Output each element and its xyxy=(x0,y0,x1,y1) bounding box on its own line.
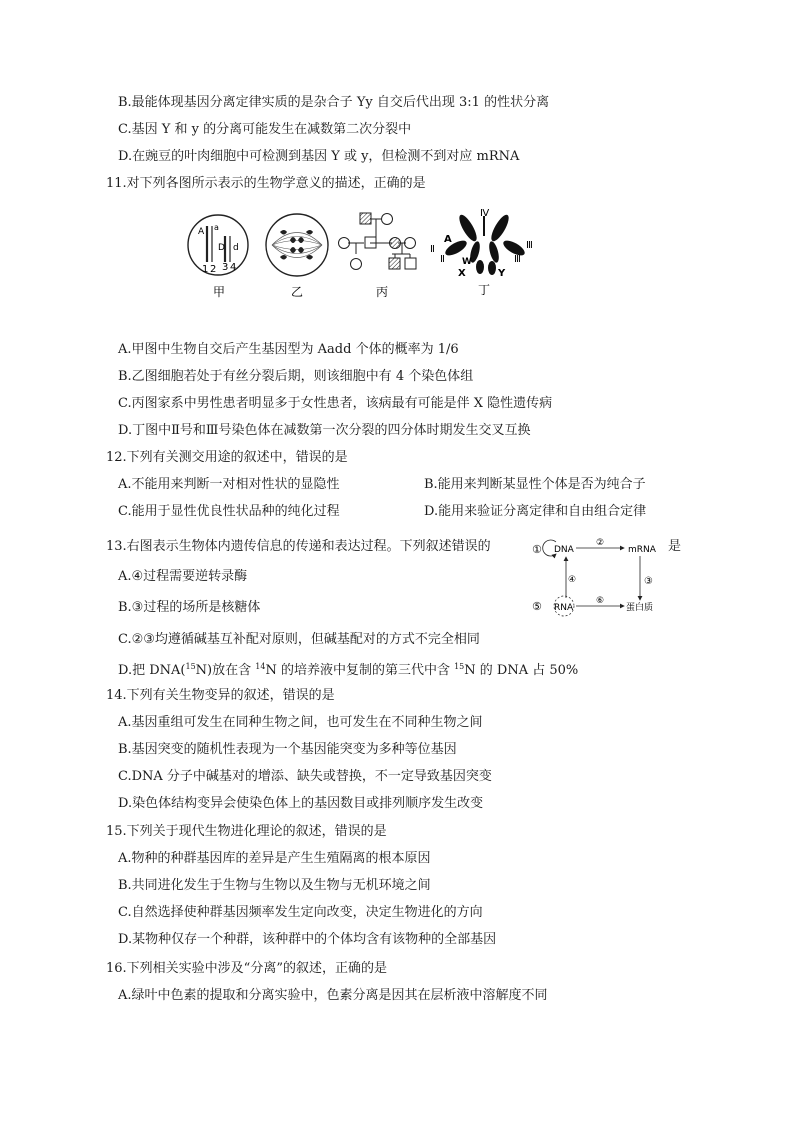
chromosome-gene-a: a xyxy=(481,241,486,250)
process-3-label: ③ xyxy=(644,576,653,587)
chromosome-1: 1 xyxy=(202,264,209,275)
figure-jia-caption: 甲 xyxy=(213,285,226,299)
chromosome-label-iii-bottom: Ⅲ xyxy=(514,254,521,265)
q15-stem: 15.下列关于现代生物进化理论的叙述，错误的是 xyxy=(106,824,387,839)
cell-gene-d: d xyxy=(233,243,239,253)
chromosome-2: 2 xyxy=(210,264,217,275)
node-rna: RNA xyxy=(554,603,574,613)
process-1-label: ① xyxy=(532,543,542,556)
chromosome-3: 3 xyxy=(222,262,229,273)
q15-option-a: A.物种的种群基因库的差异是产生生殖隔离的根本原因 xyxy=(118,851,431,866)
chromosome-label-ii-top: Ⅱ xyxy=(430,244,435,255)
chromosome-label-iv: Ⅳ xyxy=(480,208,490,219)
figure-yi xyxy=(262,212,332,302)
cell-gene-A: A xyxy=(198,227,205,237)
figure-bing-caption: 丙 xyxy=(376,285,389,299)
cell-gene-a: a xyxy=(214,223,219,232)
q10-option-c: C.基因 Y 和 y 的分离可能发生在减数第二次分裂中 xyxy=(118,122,412,137)
process-4-label: ④ xyxy=(568,575,577,585)
q13-option-d: D.把 DNA($^{15}$N)放在含 $^{14}$N 的培养液中复制的第三代中含 $^{15}$N 的 DNA 占 50% xyxy=(118,662,579,678)
q12-option-a: A.不能用来判断一对相对性状的显隐性 xyxy=(118,477,340,492)
q14-stem: 14.下列有关生物变异的叙述，错误的是 xyxy=(106,688,335,703)
q14-option-d: D.染色体结构变异会使染色体上的基因数目或排列顺序发生改变 xyxy=(118,796,484,811)
q13-option-b: B.③过程的场所是核糖体 xyxy=(118,600,261,615)
chromosome-gene-W: W xyxy=(462,257,472,267)
q11-option-c: C.丙图家系中男性患者明显多于女性患者，该病最有可能是伴 X 隐性遗传病 xyxy=(118,396,553,411)
q11-option-a: A.甲图中生物自交后产生基因型为 Aadd 个体的概率为 1/6 xyxy=(118,342,459,357)
pedigree-affected-male xyxy=(360,213,371,224)
figure-ding-caption: 丁 xyxy=(478,283,491,297)
q12-option-b: B.能用来判断某显性个体是否为纯合子 xyxy=(424,477,646,492)
q12-stem: 12.下列有关测交用途的叙述中，错误的是 xyxy=(106,450,348,465)
chromosome-gene-A: A xyxy=(444,234,452,245)
node-protein: 蛋白质 xyxy=(626,603,654,613)
process-5-label: ⑤ xyxy=(532,600,542,613)
q13-stem: 13.右图表示生物体内遗传信息的传递和表达过程。下列叙述错误的 xyxy=(106,539,491,554)
genetic-info-flow-diagram xyxy=(530,536,666,622)
q10-option-b: B.最能体现基因分离定律实质的是杂合子 Yy 自交后代出现 3:1 的性状分离 xyxy=(118,95,550,110)
q15-option-d: D.某物种仅存一个种群，该种群中的个体均含有该物种的全部基因 xyxy=(118,932,497,947)
cell-gene-D: D xyxy=(218,243,225,253)
chromosome-4: 4 xyxy=(230,262,237,273)
q13-option-a: A.④过程需要逆转录酶 xyxy=(118,569,248,584)
q15-option-b: B.共同进化发生于生物与生物以及生物与无机环境之间 xyxy=(118,878,431,893)
chromosome-label-X: X xyxy=(458,268,466,279)
q11-option-d: D.丁图中Ⅱ号和Ⅲ号染色体在减数第一次分裂的四分体时期发生交叉互换 xyxy=(118,423,531,438)
node-dna: DNA xyxy=(554,545,574,555)
q13-option-c: C.②③均遵循碱基互补配对原则，但碱基配对的方式不完全相同 xyxy=(118,632,480,647)
process-6-label: ⑥ xyxy=(596,596,605,606)
figure-yi-caption: 乙 xyxy=(291,285,304,299)
chromosome-label-iii-top: Ⅲ xyxy=(526,240,533,251)
q16-stem: 16.下列相关实验中涉及“分离”的叙述，正确的是 xyxy=(106,961,387,976)
figure-bing xyxy=(338,208,428,302)
q11-stem: 11.对下列各图所示表示的生物学意义的描述，正确的是 xyxy=(106,176,426,191)
q14-option-c: C.DNA 分子中碱基对的增添、缺失或替换，不一定导致基因突变 xyxy=(118,769,492,784)
node-mrna: mRNA xyxy=(628,545,656,555)
process-2-label: ② xyxy=(596,538,605,548)
chromosome-label-ii-bottom: Ⅱ xyxy=(440,254,445,265)
q12-option-c: C.能用于显性优良性状品种的纯化过程 xyxy=(118,504,340,519)
q10-option-d: D.在豌豆的叶肉细胞中可检测到基因 Y 或 y，但检测不到对应 mRNA xyxy=(118,149,520,164)
pedigree-affected-female xyxy=(390,238,401,249)
figure-jia xyxy=(185,212,251,302)
chromosome-label-Y: Y xyxy=(498,268,506,279)
q15-option-c: C.自然选择使种群基因频率发生定向改变，决定生物进化的方向 xyxy=(118,905,483,920)
q12-option-d: D.能用来验证分离定律和自由组合定律 xyxy=(424,504,647,519)
q13-stem-tail: 是 xyxy=(668,539,682,554)
q11-option-b: B.乙图细胞若处于有丝分裂后期，则该细胞中有 4 个染色体组 xyxy=(118,369,474,384)
q14-option-a: A.基因重组可发生在同种生物之间，也可发生在不同种生物之间 xyxy=(118,715,483,730)
q16-option-a: A.绿叶中色素的提取和分离实验中，色素分离是因其在层析液中溶解度不同 xyxy=(118,988,548,1003)
figure-ding xyxy=(428,204,540,302)
q14-option-b: B.基因突变的随机性表现为一个基因能突变为多种等位基因 xyxy=(118,742,457,757)
